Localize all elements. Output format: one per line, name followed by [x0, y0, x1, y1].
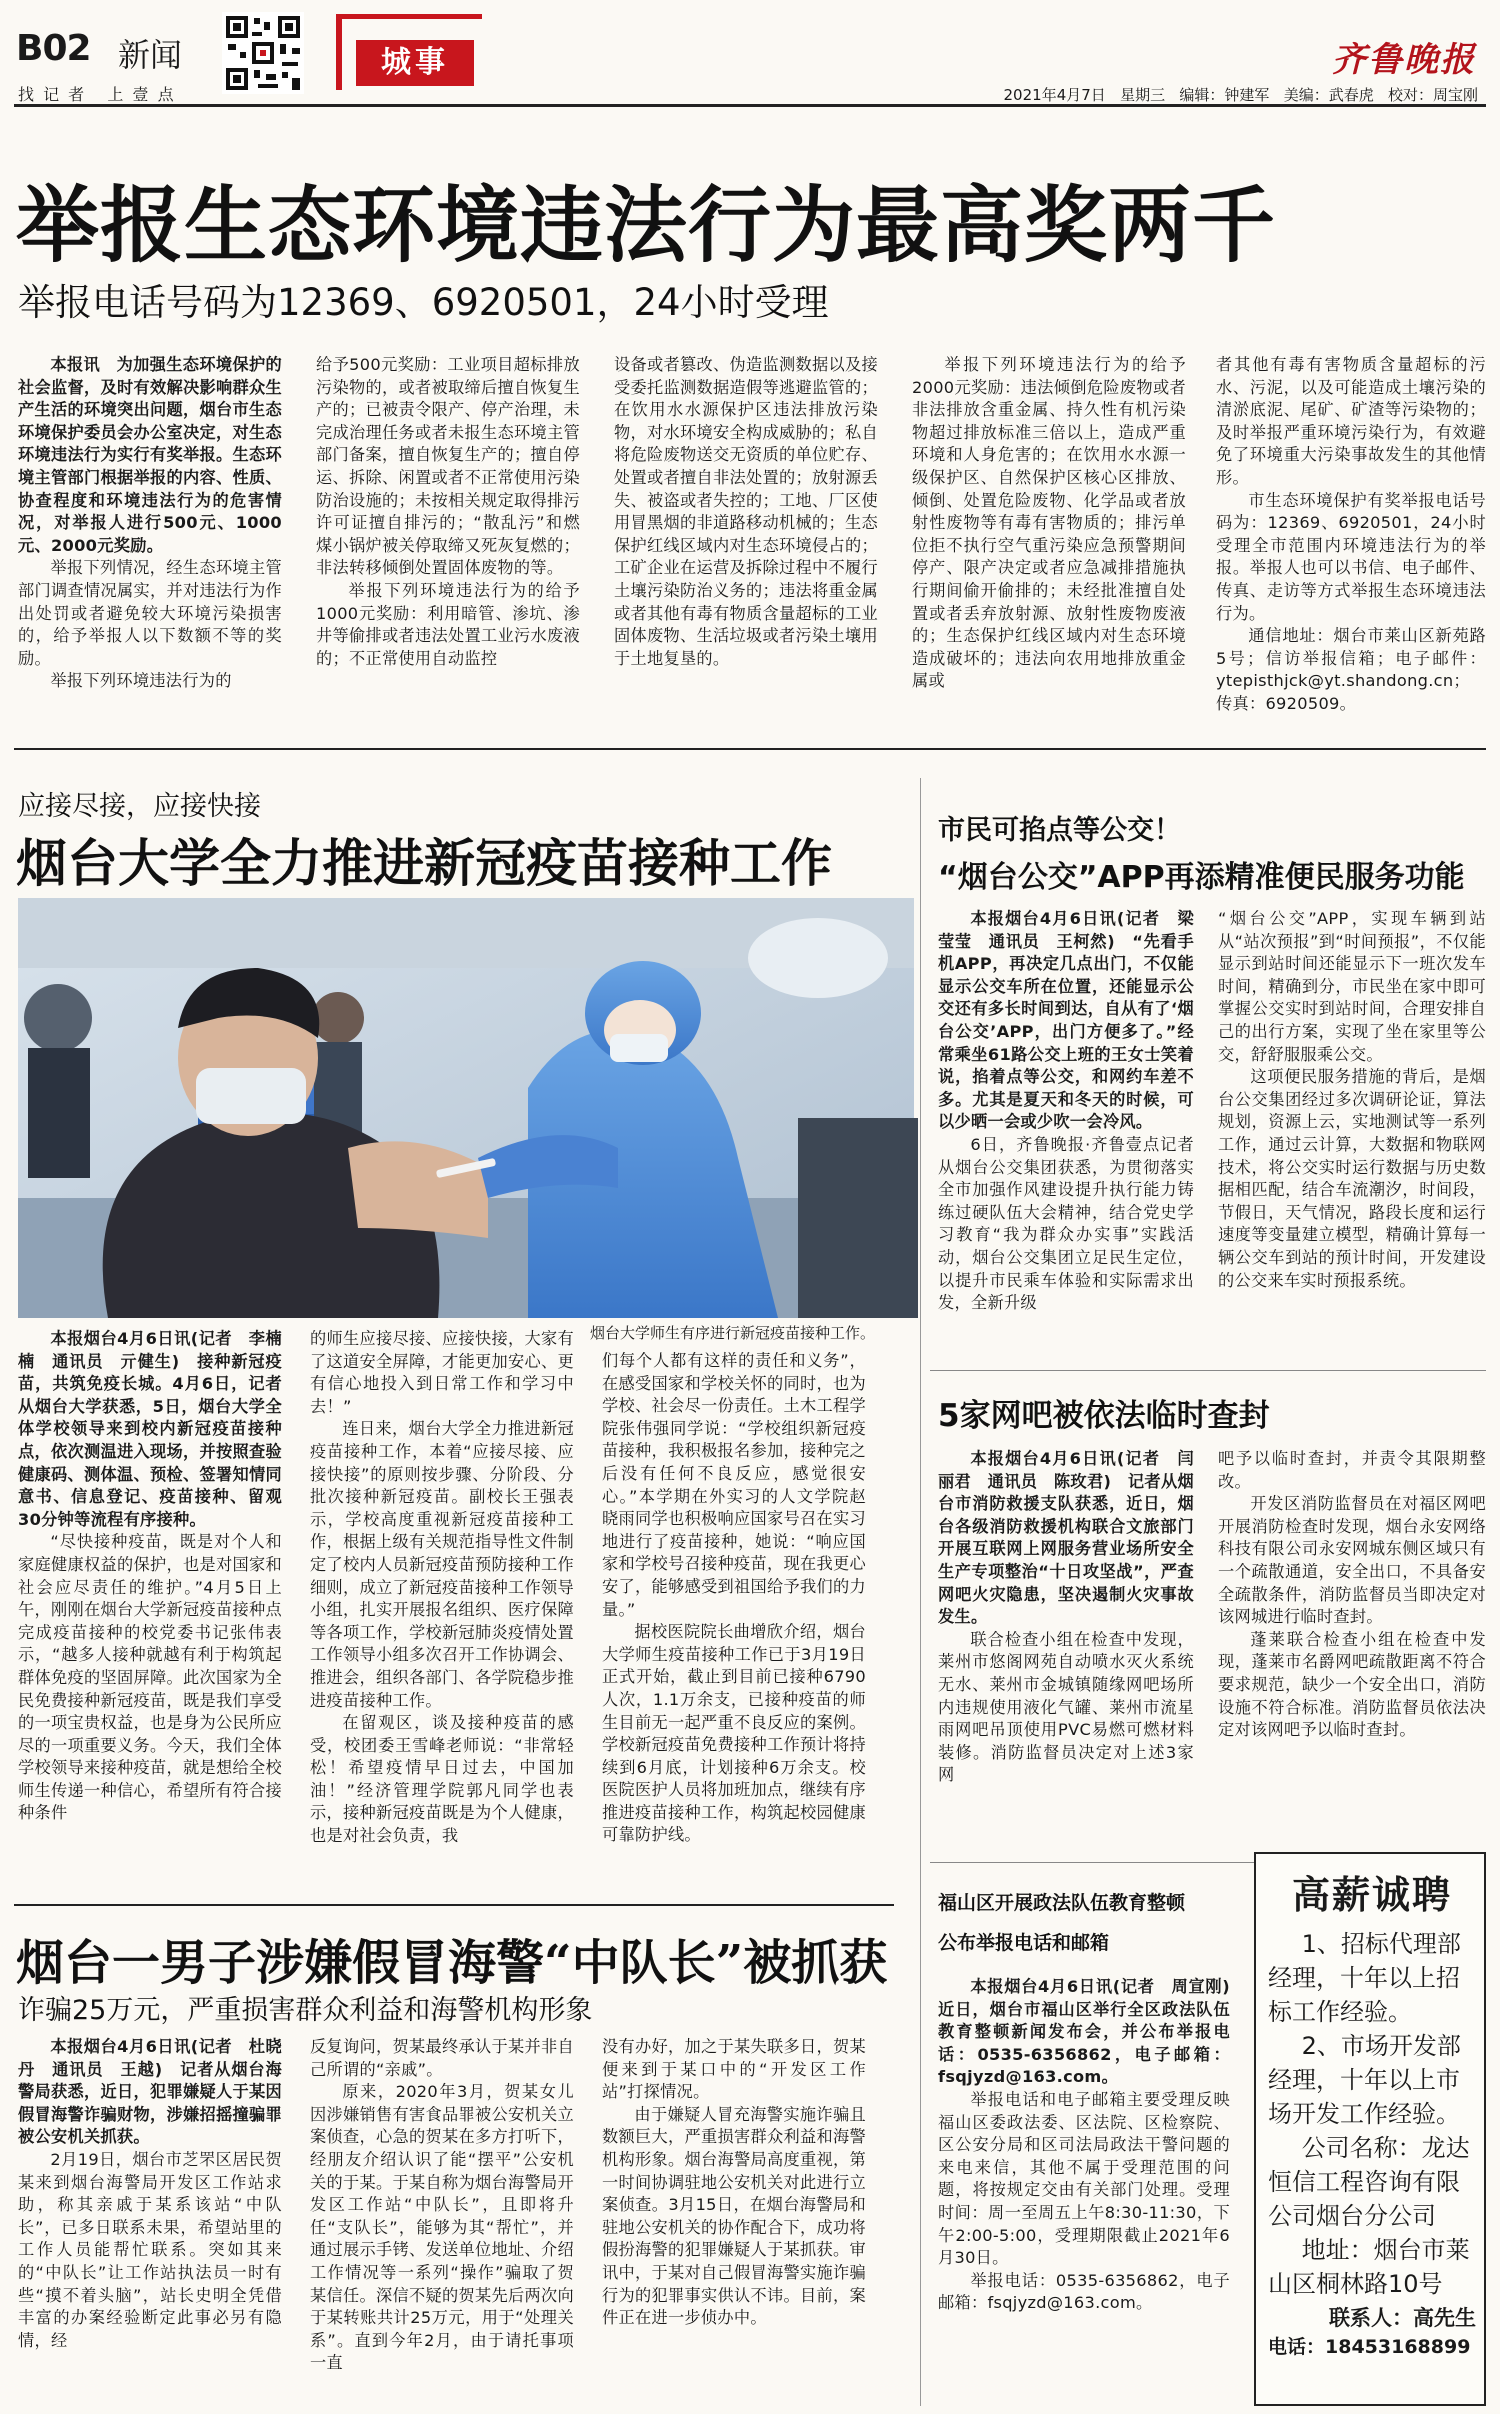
- cafes-col-1: 本报烟台4月6日讯(记者 闫丽君 通讯员 陈玫君) 记者从烟台市消防救援支队获悉，近日，烟台各级消防救援机构联合文旅部门开展互联网上网服务营业场所安全生产专项整治“十日攻坚战”，严查网吧火灾隐患，坚决遏制火灾事故发生。 联合检查小组在检查中发现，莱州市悠阁网苑自动喷水灭火系统无水、莱州市金城镇随缘网吧场所内违规使用液化气罐、莱州市流星雨网吧吊顶使用PVC易燃可燃材料装修。消防监督员决定对上述3家网: [938, 1449, 1194, 1785]
- ad-company: 公司名称：龙达恒信工程咨询有限公司烟台分公司: [1268, 2134, 1470, 2230]
- ad-phone: 电话：18453168899: [1268, 2336, 1471, 2358]
- coastguard-col-2: 反复询问，贺某最终承认于某并非自己所谓的“亲戚”。 原来，2020年3月，贺某女儿因涉嫌销售有害食品罪被公安机关立案侦查，心急的贺某在多方打听下，经朋友介绍认识了能“摆平”公安机关的于某。于某自称为烟台海警局开发区工作站“中队长”，且即将升任“支队长”，能够为其“帮忙”，并通过展示手铐、发送单位地址、介绍工作情况等一系列“操作”骗取了贺某信任。深信不疑的贺某先后两次向于某转账共计25万元，用于“处理关系”。直到今年2月，由于请托事项一直: [310, 2037, 574, 2373]
- date-line: 2021年4月7日 星期三 编辑：钟建军 美编：武春虎 校对：周宝刚: [1003, 86, 1478, 104]
- section-badge: 城事: [336, 14, 482, 90]
- headline-coastguard: 烟台一男子涉嫌假冒海警“中队长”被抓获: [16, 1935, 888, 1991]
- eco-col-5: 者其他有毒有害物质含量超标的污水、污泥，以及可能造成土壤污染的清淤底泥、尾矿、矿渣等污染物的；及时举报严重环境污染行为，有效避免了环境重大污染事故发生的其他情形。 市生态环境保护有奖举报电话号码为：12369、6920501，24小时受理全市范围内环境违法行为的举报。举报人也可以书信、电子邮件、传真、走访等方式举报生态环境违法行为。 通信地址：烟台市莱山区新苑路5号；信访举报信箱；电子邮件：ytepisthjck@yt.shandong.cn；传真：6920509。: [1216, 355, 1486, 713]
- bus-col-2: “烟台公交”APP，实现车辆到站从“站次预报”到“时间预报”，不仅能显示到站时间还能显示下一班次发车时间，精确到分，市民坐在家中即可掌握公交实时到站时间，合理安排自己的出行方案，实现了坐在家里等公交，舒舒服服乘公交。 这项便民服务措施的背后，是烟台公交集团经过多次调研论证，算法规划，资源上云，实地测试等一系列工作，通过云计算，大数据和物联网技术，将公交实时运行数据与历史数据相匹配，结合车流潮汐，时间段，节假日，天气情况，路段长度和运行速度等变量建立模型，精确计算每一辆公交车到站的预计时间，开发建设的公交来车实时预报系统。: [1218, 909, 1486, 1290]
- headline-cafes: 5家网吧被依法临时查封: [938, 1398, 1270, 1434]
- subhead-eco-report: 举报电话号码为12369、6920501，24小时受理: [18, 281, 829, 324]
- eco-col-4: 举报下列环境违法行为的给予2000元奖励：违法倾倒危险废物或者非法排放含重金属、持久性有机污染物超过排放标准三倍以上，造成严重环境和人身危害的；在饮用水水源一级保护区、自然保护区核心区排放、倾倒、处置危险废物、化学品或者放射性废物等有毒有害物质的；排污单位拒不执行空气重污染应急预警期间停产、限产决定或者应急减排措施执行期间偷开偷排的；未经批准擅自处置或者丢弃放射源、放射性废物废液的；生态保护红线区域内对生态环境造成破坏的；违法向农用地排放重金属或: [912, 355, 1186, 691]
- section-name: 新闻: [118, 36, 183, 74]
- qr-code-icon: [222, 12, 304, 94]
- ad-address: 地址：烟台市莱山区桐林路10号: [1268, 2236, 1470, 2298]
- headline-fushan-1: 福山区开展政法队伍教育整顿: [938, 1892, 1186, 1914]
- slogan: 找 记 者 上 壹 点: [18, 85, 176, 104]
- vaccine-col-2: 的师生应接尽接、应接快接，大家有了这道安全屏障，才能更加安心、更有信心地投入到日常工作和学习中去！” 连日来，烟台大学全力推进新冠疫苗接种工作，本着“应接尽接、应接快接”的原则按步骤、分阶段、分批次接种新冠疫苗。副校长王强表示，学校高度重视新冠疫苗接种工作，根据上级有关规范指导性文件制定了校内人员新冠疫苗预防接种工作细则，成立了新冠疫苗接种工作领导小组，扎实开展报名组织、医疗保障等各项工作，学校新冠肺炎疫情处置工作领导小组多次召开工作协调会、推进会，组织各部门、各学院稳步推进疫苗接种工作。 在留观区，谈及接种疫苗的感受，校团委王雪峰老师说：“非常轻松！希望疫情早日过去，中国加油！”经济管理学院郭凡同学也表示，接种新冠疫苗既是为个人健康，也是对社会负责，我: [310, 1329, 574, 1846]
- fushan-col: 本报烟台4月6日讯(记者 周宣刚) 近日，烟台市福山区举行全区政法队伍教育整顿新闻发布会，并公布举报电话：0535-6356862，电子邮箱：fsqjyzd@163.com。 举报电话和电子邮箱主要受理反映福山区委政法委、区法院、区检察院、区公安分局和区司法局政法干警问题的来电来信，其他不属于受理范围的问题，将按规定交由有关部门处理。受理时间：周一至周五上午8:30-11:30，下午2:00-5:00，受理期限截止2021年6月30日。 举报电话：0535-6356862，电子邮箱：fsqjyzd@163.com。: [938, 1977, 1247, 2313]
- headline-fushan-2: 公布举报电话和邮箱: [938, 1932, 1110, 1954]
- coastguard-col-1: 本报烟台4月6日讯(记者 杜晓丹 通讯员 王越) 记者从烟台海警局获悉，近日，犯罪嫌疑人于某因假冒海警诈骗财物，涉嫌招摇撞骗罪被公安机关抓获。 2月19日，烟台市芝罘区居民贺某来到烟台海警局开发区工作站求助，称其亲戚于某系该站“中队长”，已多日联系未果，希望站里的工作人员能帮忙联系。突如其来的“中队长”让工作站执法员一时有些“摸不着头脑”，站长史明全凭借丰富的办案经验断定此事必另有隐情，经: [18, 2037, 282, 2350]
- bus-col-1: 本报烟台4月6日讯(记者 梁莹莹 通讯员 王柯然) “先看手机APP，再决定几点出门，不仅能显示公交车所在位置，还能显示公交还有多长时间到达，自从有了‘烟台公交’APP，出门方便多了。”经常乘坐61路公交上班的王女士笑着说，掐着点等公交，和网约车差不多。尤其是夏天和冬天的时候，可以少晒一会或少吹一会冷风。 6日，齐鲁晚报·齐鲁壹点记者从烟台公交集团获悉，为贯彻落实全市加强作风建设提升执行能力铸练过硬队伍大会精神，结合党史学习教育“我为群众办实事”实践活动，烟台公交集团立足民生定位，以提升市民乘车体验和实际需求出发，全新升级: [938, 909, 1194, 1313]
- vaccine-col-1: 本报烟台4月6日讯(记者 李楠楠 通讯员 亓健生) 接种新冠疫苗，共筑免疫长城。4月6日，记者从烟台大学获悉，5日，烟台大学全体学校领导来到校内新冠疫苗接种点，依次测温进入现场，并按照查验健康码、测体温、预检、签署知情同意书、信息登记、疫苗接种、留观30分钟等流程有序接种。 “尽快接种疫苗，既是对个人和家庭健康权益的保护，也是对国家和社会应尽责任的维护。”4月5日上午，刚刚在烟台大学新冠疫苗接种点完成疫苗接种的校党委书记张伟表示，“越多人接种就越有利于构筑起群体免疫的坚固屏障。此次国家为全民免费接种新冠疫苗，既是我们享受的一项宝贵权益，也是身为公民所应尽的一项重要义务。今天，我们全体学校领导来接种疫苗，就是想给全校师生传递一种信心，希望所有符合接种条件: [18, 1329, 282, 1823]
- ad-contact: 联系人：高先生: [1329, 2306, 1476, 2330]
- ad-item-1: 1、招标代理部经理，十年以上招标工作经验。: [1268, 1930, 1461, 2026]
- ad-item-2: 2、市场开发部经理，十年以上市场开发工作经验。: [1268, 2032, 1461, 2128]
- headline-bus: “烟台公交”APP再添精准便民服务功能: [938, 860, 1465, 895]
- eco-col-3: 设备或者篡改、伪造监测数据以及接受委托监测数据造假等逃避监管的；在饮用水水源保护区违法排放污染物，对水环境安全构成威胁的；私自将危险废物送交无资质的单位贮存、处置或者擅自非法处置的；放射源丢失、被盗或者失控的；工地、厂区使用冒黑烟的非道路移动机械的；生态保护红线区域内对生态环境侵占的；工矿企业在运营及拆除过程中不履行土壤污染防治义务的；违法将重金属或者其他有毒有物质含量超标的工业固体废物、生活垃圾或者污染土壤用于土地复垦的。: [614, 355, 878, 668]
- vaccine-col-3: 们每个人都有这样的责任和义务”，在感受国家和学校关怀的同时，也为学校、社会尽一份责任。土木工程学院张伟强同学说：“学校组织新冠疫苗接种，我积极报名参加，接种完之后没有任何不良反应，感觉很安心。”本学期在外实习的人文学院赵晓雨同学也积极响应国家号召在实习地进行了疫苗接种，她说：“响应国家和学校号召接种疫苗，现在我更心安了，能够感受到祖国给予我们的力量。” 据校医院院长曲增欣介绍，烟台大学师生疫苗接种工作已于3月19日正式开始，截止到目前已接种6790人次，1.1万余支，已接种疫苗的师生目前无一起严重不良反应的案例。学校新冠疫苗免费接种工作预计将持续到6月底，计划接种6万余支。校医院医护人员将加班加点，继续有序推进疫苗接种工作，构筑起校园健康可靠防护线。: [602, 1351, 866, 1845]
- kicker-bus: 市民可掐点等公交！: [938, 815, 1181, 846]
- eco-col-2: 给予500元奖励：工业项目超标排放污染物的，或者被取缔后擅自恢复生产的；已被责令限产、停产治理，未完成治理任务或者未报生态环境主管部门备案，擅自恢复生产的；擅自停运、拆除、闲置或者不正常使用污染防治设施的；未按相关规定取得排污许可证擅自排污的；“散乱污”和燃煤小锅炉被关停取缔又死灰复燃的；非法转移倾倒处置固体废物的等。 举报下列环境违法行为的给予1000元奖励：利用暗管、渗坑、渗井等偷排或者违法处置工业污水废液的；不正常使用自动监控: [316, 355, 580, 668]
- subhead-coastguard: 诈骗25万元，严重损害群众利益和海警机构形象: [18, 1995, 593, 2026]
- cafes-col-2: 吧予以临时查封，并责令其限期整改。 开发区消防监督员在对福区网吧开展消防检查时发现，烟台永安网络科技有限公司永安网城东侧区域只有一个疏散通道，安全出口，不具备安全疏散条件，消防监督员当即决定对该网城进行临时查封。 蓬莱联合检查小组在检查中发现，蓬莱市名爵网吧疏散距离不符合要求规范，缺少一个安全出口，消防设施不符合标准。消防监督员依法决定对该网吧予以临时查封。: [1218, 1449, 1486, 1740]
- kicker-vaccine: 应接尽接，应接快接: [18, 791, 261, 822]
- masthead: [0, 0, 1500, 108]
- paper-logo: 齐鲁晚报: [1332, 40, 1476, 80]
- eco-col-1: 本报讯 为加强生态环境保护的社会监督，及时有效解决影响群众生产生活的环境突出问题，烟台市生态环境保护委员会办公室决定，对生态环境违法行为实行有奖举报。生态环境主管部门根据举报的内容、性质、协查程度和环境违法行为的危害情况，对举报人进行500元、1000元、2000元奖励。 举报下列情况，经生态环境主管部门调查情况属实，并对违法行为作出处罚或者避免较大环境污染损害的，给予举报人以下数额不等的奖励。 举报下列环境违法行为的: [18, 355, 282, 691]
- headline-eco-report: 举报生态环境违法行为最高奖两千: [16, 176, 1276, 274]
- recruitment-ad: [1254, 1852, 1486, 2406]
- headline-vaccine: 烟台大学全力推进新冠疫苗接种工作: [16, 834, 833, 894]
- photo-caption: 烟台大学师生有序进行新冠疫苗接种工作。: [590, 1324, 876, 1342]
- coastguard-col-3: 没有办好，加之于某失联多日，贺某便来到于某口中的“开发区工作站”打探情况。 由于嫌疑人冒充海警实施诈骗且数额巨大，严重损害群众利益和海警机构形象。烟台海警局高度重视，第一时间协调驻地公安机关对此进行立案侦查。3月15日，在烟台海警局和驻地公安机关的协作配合下，成功将假扮海警的犯罪嫌疑人于某抓获。审讯中，于某对自己假冒海警实施诈骗行为的犯罪事实供认不讳。目前，案件正在进一步侦办中。: [602, 2037, 866, 2328]
- vaccine-photo: [18, 898, 914, 1318]
- ad-title: 高薪诚聘: [1291, 1873, 1452, 1917]
- page-number: B02: [16, 28, 91, 69]
